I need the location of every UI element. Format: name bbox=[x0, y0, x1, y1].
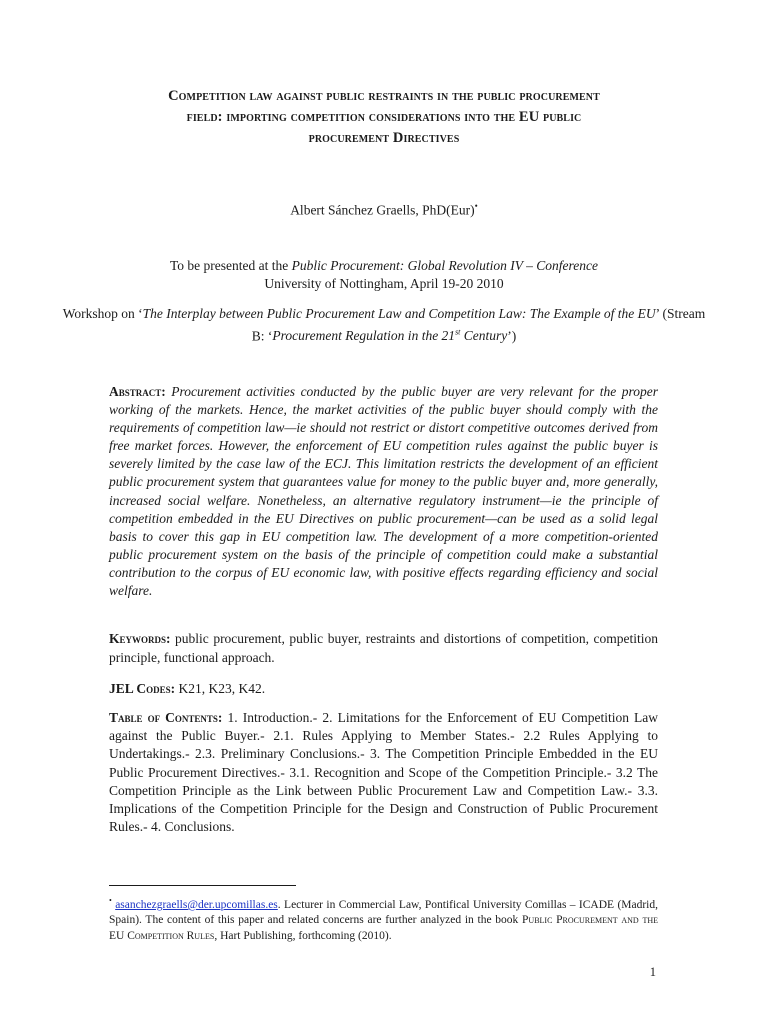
title-line-1: Competition law against public restraints in the public procurement bbox=[168, 88, 600, 104]
workshop-stream-sup: st bbox=[455, 327, 461, 337]
workshop-stream-end: Century bbox=[460, 328, 508, 343]
paper-title bbox=[100, 86, 668, 149]
footnote-text-2: , Hart Publishing, forthcoming (2010). bbox=[214, 929, 392, 942]
table-of-contents-section bbox=[109, 709, 658, 836]
workshop-middle: ’ (Stream B: ‘ bbox=[251, 306, 706, 343]
workshop-prefix: Workshop on ‘ bbox=[62, 306, 143, 321]
title-line-3: procurement Directives bbox=[308, 130, 460, 146]
page-number: 1 bbox=[649, 965, 656, 979]
author-line bbox=[0, 197, 768, 220]
keywords-section bbox=[109, 630, 658, 667]
footnote-text-1: . Lecturer in Commercial Law, Pontifical University Comillas – ICADE (Madrid, Spain). The content of this paper and related concerns are further analyzed in the book bbox=[109, 898, 659, 927]
jel-codes-text: K21, K23, K42. bbox=[178, 681, 266, 696]
title-line-2: field: importing competition considerations into the EU public bbox=[186, 109, 582, 125]
workshop-info bbox=[60, 305, 708, 346]
abstract-label: Abstract: bbox=[109, 384, 166, 399]
footnote-email-link[interactable]: asanchezgraells@der.upcomillas.es bbox=[115, 898, 278, 911]
keywords-text: public procurement, public buyer, restraints and distortions of competition, competition principle, functional approach. bbox=[109, 631, 659, 665]
footnote-marker: • bbox=[109, 896, 112, 905]
abstract-text: Procurement activities conducted by the public buyer are very relevant for the proper working of the markets. Hence, the market activities of the public buyer should comply with the requirements of competition law—ie should not restrict or distort competitive outcomes derived from free market forces. However, the enforcement of EU competition rules against the public buyer is severely limited by the case law of the ECJ. This limitation restricts the development of an efficient public procurement system that guarantees value for money to the public buyer and, more generally, increased social welfare. Nonetheless, an alternative regulatory instrument—ie the principle of competition embedded in the EU Directives on public procurement—can be used as a solid legal basis to cover this gap in EU competition law. The development of a more competition-oriented public procurement system on the basis of the principle of competition could make a substantial contribution to the corpus of EU economic law, with positive effects regarding efficiency and social welfare. bbox=[109, 384, 658, 599]
footnote-divider bbox=[109, 885, 296, 886]
presentation-prefix: To be presented at the bbox=[169, 258, 292, 273]
footnote-book-title: Public Procurement and the EU Competition Rules bbox=[109, 914, 658, 942]
table-of-contents-text: 1. Introduction.- 2. Limitations for the Enforcement of EU Competition Law against the Public Buyer.- 2.1. Rules Applying to Member States.- 2.2 Rules Applying to Undertakings.- 2.3. Preliminary Conclusions.- 3. The Competition Principle Embedded in the EU Public Procurement Directives.- 3.1. Recognition and Scope of the Competition Principle.- 3.2 The Competition Principle as the Link between Public Procurement Law and Competition Law.- 3.3. Implications of the Competition Principle for the Design and Construction of Public Procurement Rules.- 4. Conclusions. bbox=[109, 710, 659, 835]
workshop-stream bbox=[272, 328, 507, 343]
table-of-contents-label: Table of Contents: bbox=[109, 710, 223, 725]
presentation-info bbox=[60, 257, 708, 293]
jel-codes-label: JEL Codes: bbox=[109, 681, 176, 696]
keywords-label: Keywords: bbox=[109, 631, 171, 646]
abstract-section bbox=[109, 383, 658, 600]
conference-name: Public Procurement: Global Revolution IV – Conference bbox=[291, 258, 599, 273]
footnote bbox=[109, 893, 658, 944]
workshop-stream-text: Procurement Regulation in the 21 bbox=[272, 328, 456, 343]
presentation-venue: University of Nottingham, April 19-20 2010 bbox=[264, 276, 504, 291]
author-name: Albert Sánchez Graells, PhD(Eur) bbox=[290, 202, 475, 218]
jel-codes-section bbox=[109, 680, 658, 699]
author-footnote-marker: • bbox=[474, 201, 478, 211]
presentation-line bbox=[60, 257, 708, 275]
workshop-title: The Interplay between Public Procurement Law and Competition Law: The Example of the EU bbox=[142, 306, 656, 321]
workshop-suffix: ’) bbox=[507, 328, 517, 343]
